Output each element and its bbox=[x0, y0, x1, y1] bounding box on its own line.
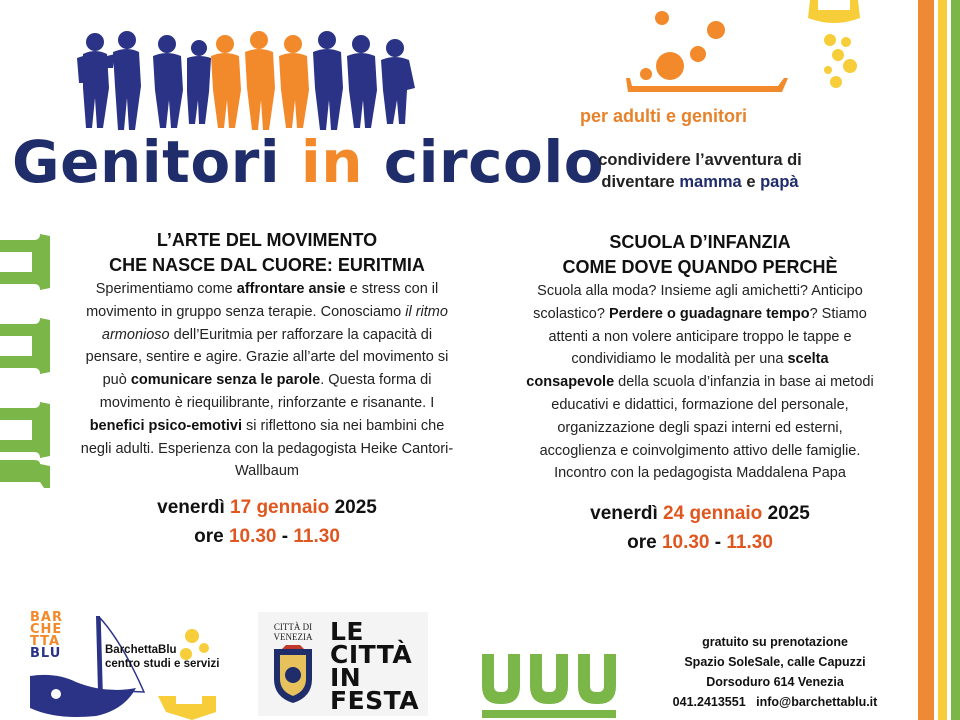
subtitle-word: diventare bbox=[601, 173, 675, 191]
event-1-heading-line-2: CHE NASCE DAL CUORE: EURITMIA bbox=[109, 255, 425, 275]
logo-line: TTA bbox=[30, 634, 61, 649]
stripe-orange bbox=[918, 0, 934, 720]
green-cups-icon bbox=[480, 652, 620, 718]
green-rotated-cups-icon bbox=[0, 232, 52, 490]
citta-line-1: CITTÀ DI bbox=[273, 622, 313, 632]
barchettablu-name: BarchettaBlu bbox=[105, 644, 177, 656]
citta-line-2: VENEZIA bbox=[273, 632, 313, 642]
text: e stress con il movimento in gruppo senza terapie. Conosciamo bbox=[86, 281, 439, 320]
subtitle-mamma: mamma bbox=[679, 173, 742, 191]
barchettablu-subtitle: centro studi e servizi bbox=[105, 658, 220, 670]
event-1-description bbox=[80, 278, 454, 483]
event-1-day: venerdì bbox=[157, 497, 225, 519]
contact-info bbox=[650, 632, 900, 712]
event-1-time-start: 10.30 bbox=[228, 526, 277, 548]
tagline: per adulti e genitori bbox=[580, 106, 748, 126]
event-1-time bbox=[80, 522, 454, 551]
person-icon bbox=[77, 33, 109, 128]
event-1-dash: - bbox=[281, 526, 289, 548]
event-1-heading-line-1: L’ARTE DEL MOVIMENTO bbox=[156, 230, 378, 250]
festa-line: IN bbox=[330, 663, 362, 692]
event-2-date-value: 24 gennaio bbox=[663, 503, 763, 525]
event-2-time bbox=[510, 528, 890, 557]
text-italic: il ritmo armonioso bbox=[101, 303, 448, 343]
event-1-year: 2025 bbox=[334, 497, 377, 519]
event-1-date-value: 17 gennaio bbox=[230, 497, 330, 519]
festa-line: CITTÀ bbox=[330, 640, 413, 669]
event-2 bbox=[510, 230, 890, 557]
barchettablu-caption bbox=[105, 643, 219, 671]
event-2-time-start: 10.30 bbox=[661, 532, 710, 554]
yellow-dots-icon bbox=[800, 0, 875, 95]
text: si riflettono sia nei bambini che negli adulti. Esperienza con la pedagogista Heike Cantori-Wallbaum bbox=[80, 417, 454, 480]
event-2-date bbox=[510, 499, 890, 528]
contact-line-2: Spazio SoleSale, calle Capuzzi bbox=[684, 655, 866, 669]
subtitle-line-2 bbox=[560, 171, 840, 193]
venice-crest-icon bbox=[270, 645, 316, 705]
text-bold: benefici psico-emotivi bbox=[89, 417, 242, 434]
event-2-heading bbox=[510, 230, 890, 280]
event-1-date bbox=[80, 493, 454, 522]
contact-phone[interactable]: 041.2413551 bbox=[672, 695, 746, 709]
event-1-heading bbox=[80, 228, 454, 278]
subtitle-papa: papà bbox=[760, 173, 799, 191]
barchettablu-wordmark bbox=[30, 612, 63, 660]
event-2-year: 2025 bbox=[767, 503, 810, 525]
text-bold: scelta consapevole bbox=[526, 351, 829, 391]
event-2-heading-line-1: SCUOLA D’INFANZIA bbox=[609, 232, 791, 252]
text: della scuola d’infanzia in base ai metodi educativi e didattici, formazione del personale, organizzazione degli spazi interni ed esterni, accoglienza e coinvolgimento attivo delle famiglie. Incontro con la pedagogista Maddalena Papa bbox=[539, 374, 874, 482]
event-2-ore: ore bbox=[627, 532, 657, 554]
event-2-heading-line-2: COME DOVE QUANDO PERCHÈ bbox=[562, 257, 838, 277]
text: Scuola alla moda? Insieme agli amichetti? Anticipo scolastico? bbox=[533, 283, 863, 322]
table-with-balls-icon bbox=[618, 8, 798, 103]
contact-line-4 bbox=[650, 692, 900, 712]
page-title bbox=[12, 128, 604, 196]
contact-email[interactable]: info@barchettablu.it bbox=[756, 695, 878, 709]
event-1-ore: ore bbox=[194, 526, 224, 548]
event-2-time-end: 11.30 bbox=[726, 532, 773, 554]
text-bold: comunicare senza le parole bbox=[130, 372, 321, 389]
event-1 bbox=[80, 228, 454, 551]
contact-line-1: gratuito su prenotazione bbox=[702, 635, 848, 649]
stripe-green bbox=[951, 0, 960, 720]
text: dell’Euritmia per rafforzare la capacità di pensare, sentire e agire. Grazie all’arte del movimento si può bbox=[85, 326, 449, 389]
citta-di-venezia bbox=[268, 622, 318, 642]
contact-line-3: Dorsoduro 614 Venezia bbox=[706, 675, 844, 689]
title-word-in: in bbox=[300, 128, 364, 196]
text: Sperimentiamo come bbox=[95, 281, 237, 297]
event-2-description bbox=[510, 280, 890, 485]
people-circle-illustration bbox=[75, 28, 425, 138]
subtitle bbox=[560, 149, 840, 193]
event-2-dash: - bbox=[714, 532, 722, 554]
festa-line: LE bbox=[330, 617, 365, 646]
event-2-day: venerdì bbox=[590, 503, 658, 525]
logo-line: BLU bbox=[30, 646, 62, 661]
title-word-circolo: circolo bbox=[383, 128, 605, 196]
text: . Questa forma di movimento è riequilibrante, rinforzante e risanante. I bbox=[99, 372, 435, 411]
text-bold: Perdere o guadagnare tempo bbox=[608, 305, 810, 322]
subtitle-line-1: condividere l’avventura di bbox=[598, 151, 802, 169]
subtitle-word: e bbox=[746, 173, 756, 191]
text: ? Stiamo attenti a non volere anticipare troppo le tappe e condividiamo le modalità per una bbox=[548, 305, 867, 368]
stripe-yellow bbox=[938, 0, 947, 720]
logo-line: BAR bbox=[30, 610, 63, 625]
festa-line: FESTA bbox=[330, 686, 420, 715]
text-bold: affrontare ansie bbox=[236, 281, 346, 297]
title-word-genitori: Genitori bbox=[12, 128, 281, 196]
logo-line: CHE bbox=[30, 622, 63, 637]
event-1-time-end: 11.30 bbox=[293, 526, 340, 548]
le-citta-in-festa bbox=[330, 617, 420, 715]
